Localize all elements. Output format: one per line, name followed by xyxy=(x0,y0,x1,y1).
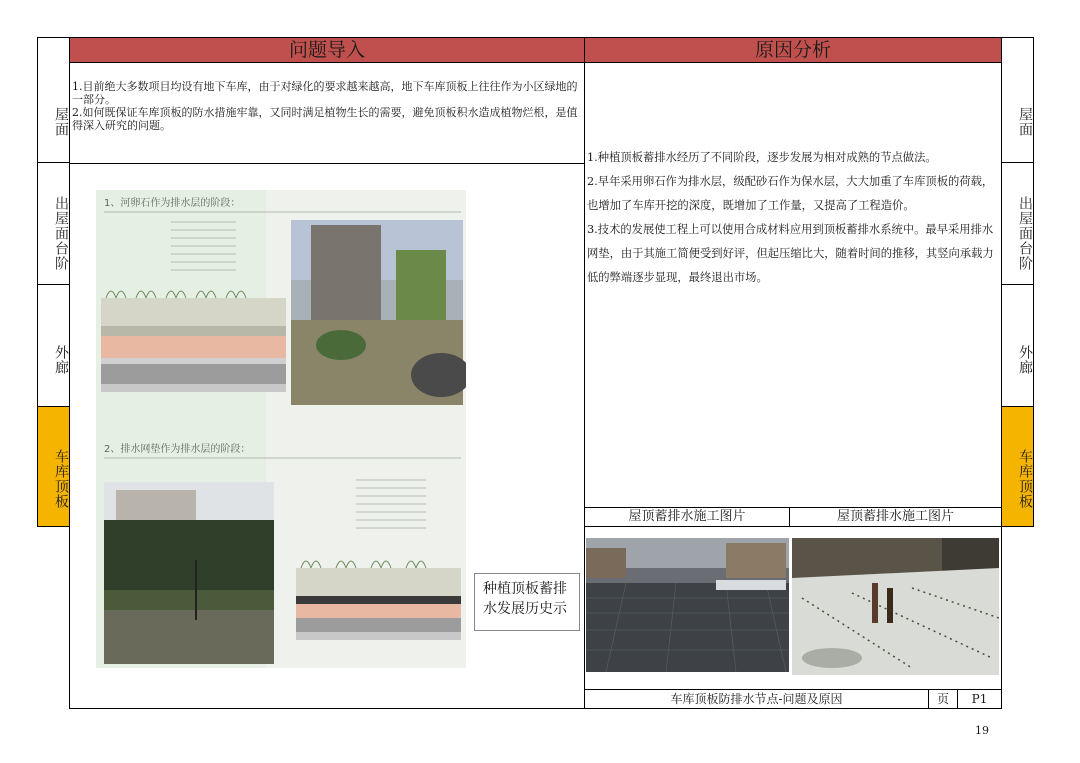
page-number: 19 xyxy=(975,724,989,737)
analysis-paragraph: 2.早年采用卵石作为排水层，级配砂石作为保水层，大大加重了车库顶板的荷载，也增加了车库开挖的深度，既增加了工作量，又提高了工程造价。 xyxy=(587,175,994,212)
analysis-text xyxy=(587,146,995,290)
stage1-title: 1、河卵石作为排水层的阶段： xyxy=(104,198,241,209)
analysis-paragraph: 3.技术的发展使工程上可以使用合成材料应用到顶板蓄排水系统中。最早采用排水网垫，由于其施工简便受到好评，但起压缩比大，随着时间的推移，其竖向承载力低的弊端逐步显现，最终退出市场。 xyxy=(587,223,994,284)
scan-illustration xyxy=(96,190,466,668)
left-tab-corridor[interactable] xyxy=(37,284,70,407)
construction-photo-right-image xyxy=(792,538,999,675)
problem-paragraph: 1.目前绝大多数项目均设有地下车库，由于对绿化的要求越来越高，地下车库顶板上往往作为小区绿地的一部分。 xyxy=(72,80,578,106)
footer-page-label: 页 xyxy=(928,689,958,709)
right-tab-label: 车库顶板 xyxy=(1017,449,1033,509)
header-problem-intro: 问题导入 xyxy=(69,37,585,63)
stage2-photo xyxy=(104,482,274,664)
footer-page-number: P1 xyxy=(957,689,1002,709)
left-tab-roof[interactable] xyxy=(37,37,70,163)
construction-photo-left-image xyxy=(586,538,789,672)
problem-paragraph: 2.如何既保证车库顶板的防水措施牢靠，又同时满足植物生长的需要，避免顶板积水造成植物烂根，是值得深入研究的问题。 xyxy=(72,106,578,132)
right-tab-stairs[interactable] xyxy=(1001,162,1034,285)
left-tab-label: 出屋面台阶 xyxy=(53,196,69,271)
drainage-history-scan xyxy=(96,190,466,668)
left-tab-label: 外廊 xyxy=(53,344,69,375)
photo-caption-left: 屋顶蓄排水施工图片 xyxy=(584,507,790,527)
right-tab-label: 屋面 xyxy=(1017,107,1033,137)
left-tab-stairs[interactable] xyxy=(37,162,70,285)
right-tab-label: 外廊 xyxy=(1017,344,1033,375)
analysis-paragraph: 1.种植顶板蓄排水经历了不同阶段，逐步发展为相对成熟的节点做法。 xyxy=(587,151,937,164)
history-callout: 种植顶板蓄排水发展历史示 xyxy=(474,573,580,631)
problem-text xyxy=(72,80,578,132)
left-tab-garage-roof[interactable] xyxy=(37,406,70,527)
header-cause-analysis: 原因分析 xyxy=(584,37,1002,63)
left-tab-label: 车库顶板 xyxy=(53,449,69,509)
right-tab-roof[interactable] xyxy=(1001,37,1034,163)
right-tab-garage-roof[interactable] xyxy=(1001,406,1034,527)
right-tab-corridor[interactable] xyxy=(1001,284,1034,407)
footer-title: 车库顶板防排水节点-问题及原因 xyxy=(584,689,929,709)
photo-caption-right: 屋顶蓄排水施工图片 xyxy=(789,507,1002,527)
construction-photo-right xyxy=(792,538,999,675)
stage2-title: 2、排水网垫作为排水层的阶段： xyxy=(104,444,251,455)
construction-photo-left xyxy=(586,538,789,672)
left-tab-label: 屋面 xyxy=(53,107,69,137)
right-tab-label: 出屋面台阶 xyxy=(1017,196,1033,271)
stage1-photo xyxy=(291,220,466,405)
